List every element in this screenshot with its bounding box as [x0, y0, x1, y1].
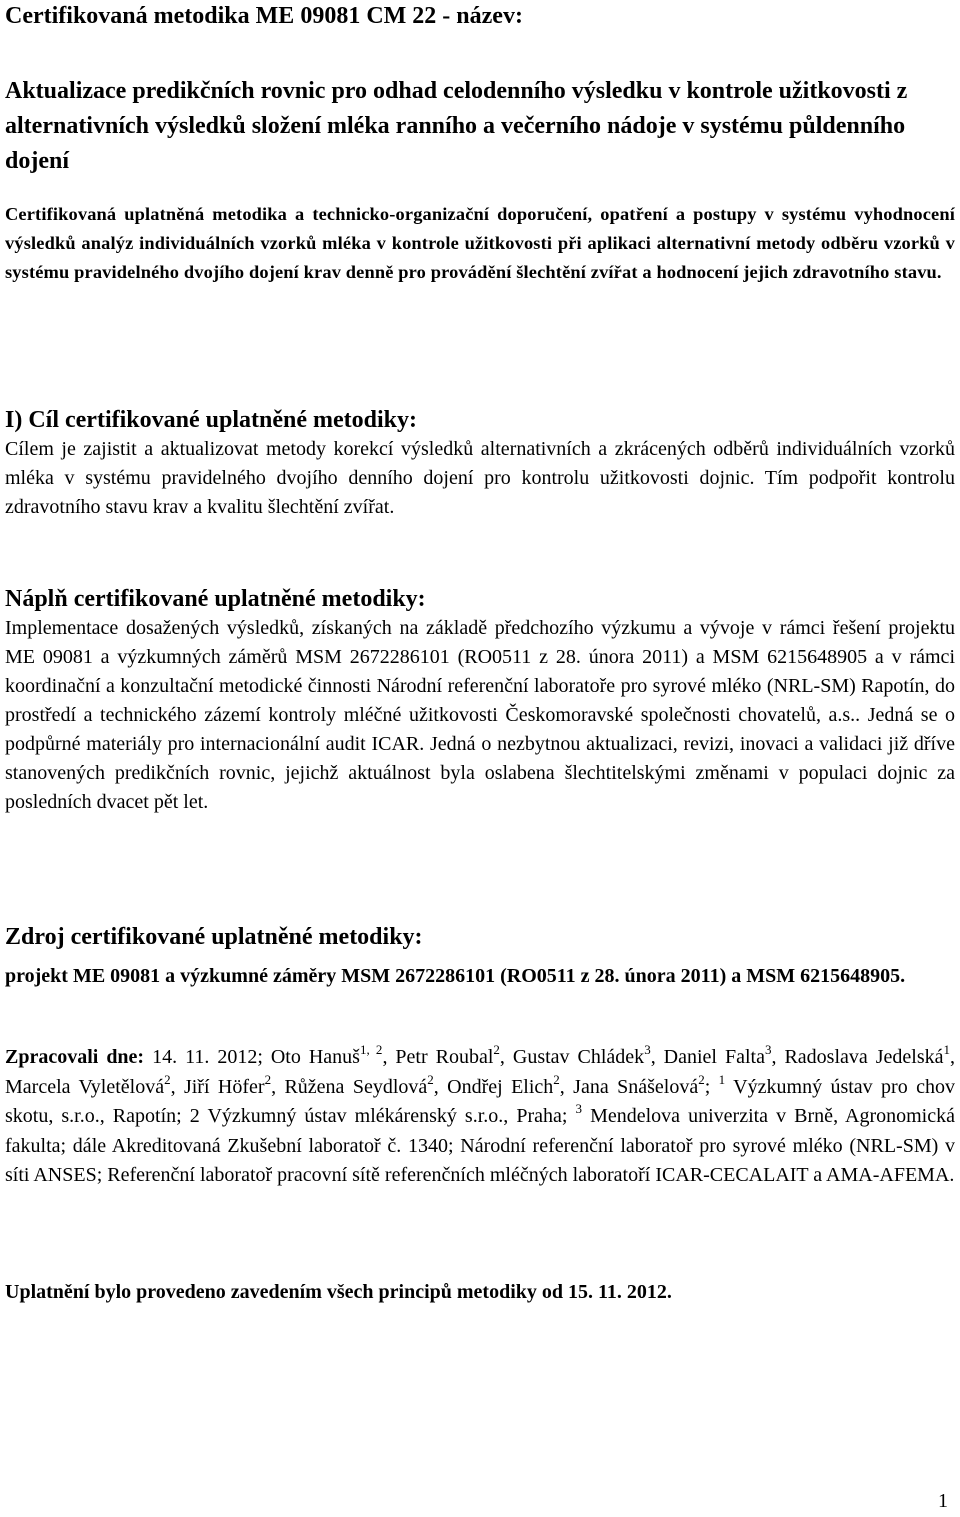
document-title: Certifikovaná metodika ME 09081 CM 22 - název: — [5, 3, 523, 29]
affil-sup: 2 — [553, 1071, 560, 1087]
zpracovali-paragraph — [5, 1043, 955, 1191]
affil-sup: 3 — [764, 1042, 772, 1058]
author-text: , Ondřej Elich — [433, 1075, 554, 1098]
section-zdroj — [5, 922, 955, 952]
affil-sup: 3 — [644, 1042, 651, 1058]
section-cil — [5, 405, 955, 522]
author-text: , Jiří Höfer — [170, 1075, 265, 1098]
section-zdroj-heading: Zdroj certifikované uplatněné metodiky: — [5, 924, 423, 950]
author-text: , Radoslava Jedelská — [771, 1046, 944, 1068]
section-napln — [5, 584, 955, 817]
affil-sup: 3 — [575, 1101, 582, 1117]
section-cil-text: Cílem je zajistit a aktualizovat metody korekcí výsledků alternativních a zkrácených odběrů individuálních vzorků mléka v systému pravidelného dvojího denního dojení pro kontrolu užitkovosti dojnic. Tím podpořit kontrolu zdravotního stavu krav a kvalitu šlechtění zvířat. — [5, 438, 955, 518]
author-text: , Petr Roubal — [382, 1046, 494, 1068]
section-zpracovali — [5, 1043, 955, 1191]
author-text: , Gustav Chládek — [499, 1046, 645, 1068]
affil-sup: 2 — [264, 1071, 272, 1087]
summary-paragraph: Certifikovaná uplatněná metodika a technicko-organizační doporučení, opatření a postupy v systému vyhodnocení výsledků analýz individuálních vzorků mléka v kontrole užitkovosti při aplikaci alternativní metody odběru vzorků v systému pravidelného dvojího dojení krav denně pro provádění šlechtění zvířat a hodnocení jejich zdravotního stavu. — [5, 204, 955, 282]
section-napln-text: Implementace dosažených výsledků, získaných na základě předchozího výzkumu a vývoje v rámci řešení projektu ME 09081 a výzkumných záměrů MSM 2672286101 (RO0511 z 28. února 2011) a MSM 6215648905 a v rámci koordinační a konzultační metodické činnosti Národní referenční laboratoře pro syrové mléko (NRL-SM) Rapotín, do prostředí a technického zázemí kontroly mléčné užitkovosti Českomoravské společnosti chovatelů, a.s.. Jedná se o podpůrné materiály pro internacionální audit ICAR. Jedná o nezbytnou aktualizaci, revizi, inovaci a validaci již dříve stanovených predikčních rovnic, jejichž aktuálnost byla oslabena šlechtitelskými změnami v populaci dojnic za posledních dvacet pět let. — [5, 617, 955, 813]
uplatneni-text: Uplatnění bylo provedeno zavedením všech principů metodiky od 15. 11. 2012. — [5, 1281, 672, 1303]
zpracovali-label: Zpracovali dne: — [5, 1046, 145, 1068]
affil-sup: 1, 2 — [359, 1042, 383, 1058]
affil-sup: 2 — [427, 1071, 434, 1087]
author-text: , Daniel Falta — [650, 1046, 765, 1068]
affil-sup: 2 — [698, 1071, 705, 1087]
affil-sup: 1 — [718, 1071, 726, 1087]
author-text: , Marcela Vyletělová — [5, 1046, 956, 1098]
zpracovali-date: 14. 11. 2012; Oto Hanuš — [144, 1046, 360, 1068]
page-number: 1 — [938, 1490, 948, 1512]
author-text: , Růžena Seydlová — [271, 1075, 428, 1098]
author-text: ; — [704, 1075, 719, 1098]
section-zdroj-body — [5, 961, 955, 991]
affil-sup: 1 — [943, 1042, 951, 1058]
affil-sup: 2 — [493, 1042, 500, 1058]
section-uplatneni — [5, 1281, 955, 1304]
section-napln-heading: Náplň certifikované uplatněné metodiky: — [5, 586, 426, 612]
affil-sup: 2 — [164, 1071, 171, 1087]
affiliation-text: Mendelova univerzita v Brně, Agronomická fakulta; dále Akreditovaná Zkušební laboratoř č. 1340; Národní referenční laboratoř pro syrové mléko (NRL-SM) v síti ANSES; Referenční laboratoř pracovní sítě referenčních mléčných laboratoří ICAR-CECALAIT a AMA-AFEMA. — [5, 1105, 955, 1186]
section-zdroj-text: projekt ME 09081 a výzkumné záměry MSM 2672286101 (RO0511 z 28. února 2011) a MSM 6215648905. — [5, 965, 906, 987]
affiliation-text: Výzkumný ústav pro chov skotu, s.r.o., Rapotín; 2 Výzkumný ústav mlékárenský s.r.o., Praha; — [5, 1075, 955, 1127]
section-cil-heading: I) Cíl certifikované uplatněné metodiky: — [5, 407, 417, 433]
document-subtitle: Aktualizace predikčních rovnic pro odhad celodenního výsledku v kontrole užitkovosti z alternativních výsledků složení mléka ranního a večerního nádoje v systému půldenního dojení — [5, 78, 908, 174]
author-text: , Jana Snášelová — [559, 1075, 699, 1098]
